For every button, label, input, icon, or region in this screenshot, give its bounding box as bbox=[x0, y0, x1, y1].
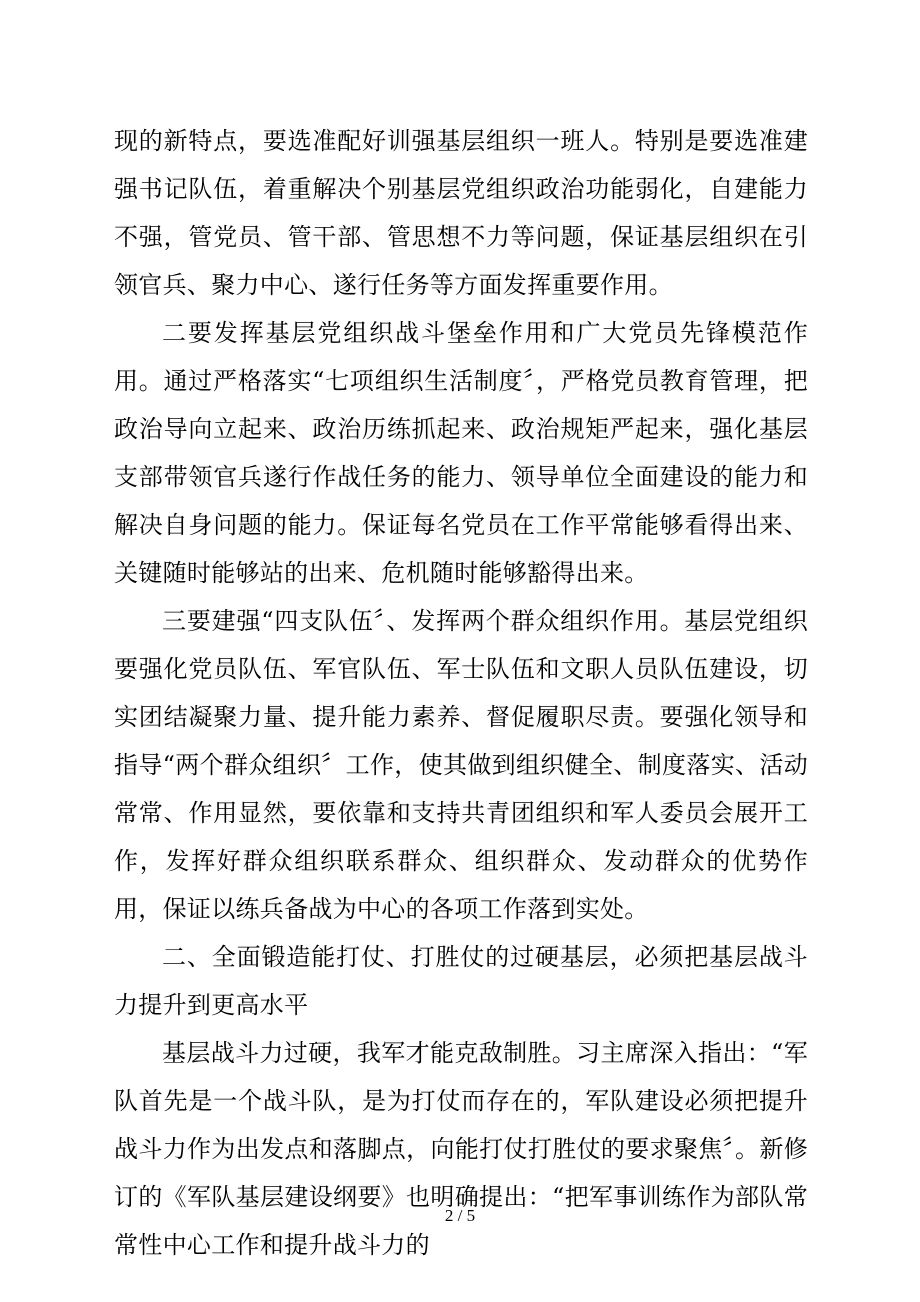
paragraph-third-point: 三要建强“四支队伍〞、发挥两个群众组织作用。基层党组织要强化党员队伍、军官队伍、军士队伍和文职人员队伍建设，切实团结凝聚力量、提升能力素养、督促履职尽责。要强化领导和指导“两个群众组织〞工作，使其做到组织健全、制度落实、活动常常、作用显然，要依靠和支持共青团组织和军人委员会展开工作，发挥好群众组织联系群众、组织群众、发动群众的优势作用，保证以练兵备战为中心的各项工作落到实处。 bbox=[114, 607, 808, 923]
document-body bbox=[114, 117, 808, 1269]
paragraph-continued: 现的新特点，要选准配好训强基层组织一班人。特别是要选准建强书记队伍，着重解决个别基层党组织政治功能弱化，自建能力不强，管党员、管干部、管思想不力等问题，保证基层组织在引领官兵、聚力中心、遂行任务等方面发挥重要作用。 bbox=[114, 127, 808, 299]
page-number: 2 / 5 bbox=[444, 1206, 476, 1225]
paragraph-second-point: 二要发挥基层党组织战斗堡垒作用和广大党员先锋模范作用。通过严格落实“七项组织生活制度〞，严格党员教育管理，把政治导向立起来、政治历练抓起来、政治规矩严起来，强化基层支部带领官兵遂行作战任务的能力、领导单位全面建设的能力和解决自身问题的能力。保证每名党员在工作平常能够看得出来、关键随时能够站的出来、危机随时能够豁得出来。 bbox=[114, 319, 808, 587]
paragraph-combat-power: 基层战斗力过硬，我军才能克敌制胜。习主席深入指出：“军队首先是一个战斗队，是为打仗而存在的，军队建设必须把提升战斗力作为出发点和落脚点，向能打仗打胜仗的要求聚焦〞。新修订的《军队基层建设纲要》也明确提出：“把军事训练作为部队常常性中心工作和提升战斗力的 bbox=[114, 1039, 808, 1259]
section-heading-two: 二、全面锻造能打仗、打胜仗的过硬基层，必须把基层战斗力提升到更高水平 bbox=[114, 943, 808, 1019]
